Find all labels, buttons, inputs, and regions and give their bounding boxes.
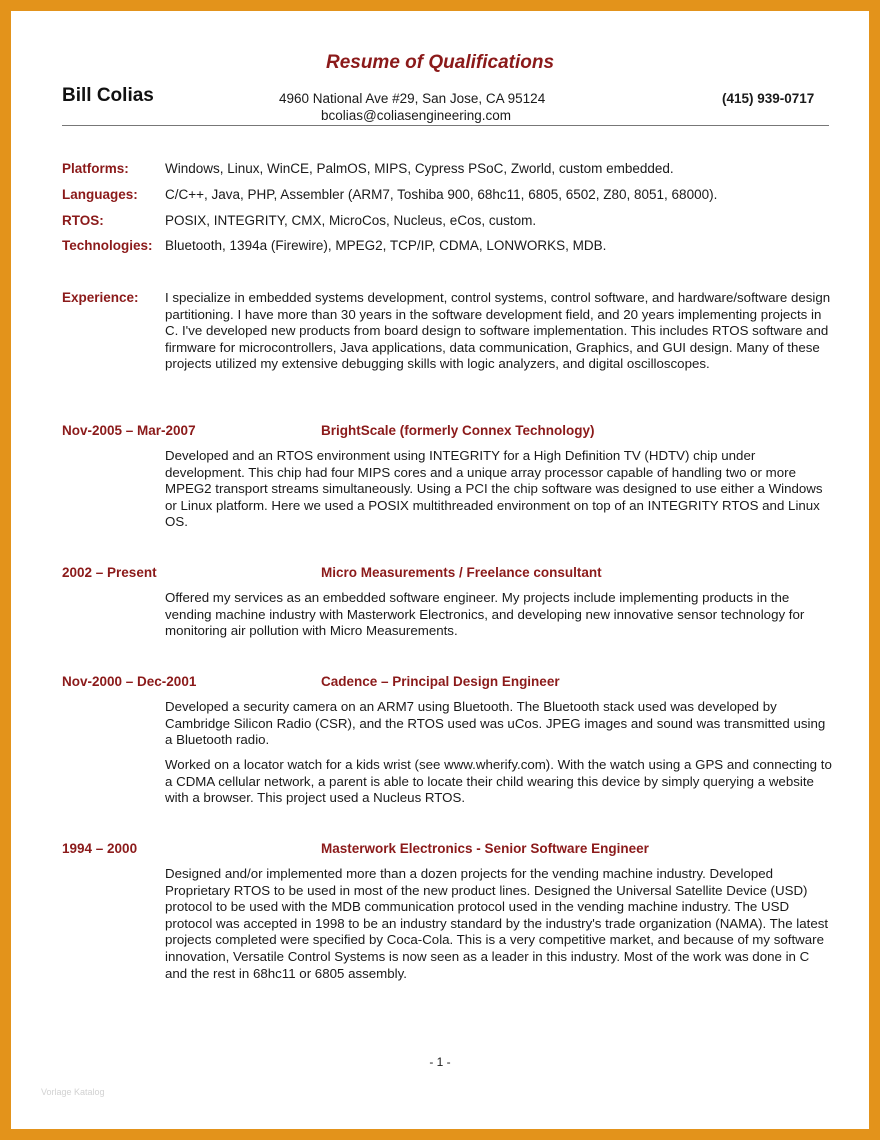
skill-label-technologies: Technologies: bbox=[62, 238, 153, 253]
candidate-name: Bill Colias bbox=[62, 85, 154, 106]
watermark: Vorlage Katalog bbox=[41, 1087, 105, 1097]
contact-phone: (415) 939-0717 bbox=[722, 91, 815, 106]
job-description-masterwork: Designed and/or implemented more than a dozen projects for the vending machine industry. Developed Proprietary RTOS to be used in most of the new product lines. Designed the Universal Satellite Device (USD) protocol to be used with the MDB communication protocol used in the vending machine industry. The USD protocol was accepted in 1998 to be an industry standard by the industry's trade organization (NAMA). The latest projects completed were specified by Coca-Cola. This is a very competitive market, and because of my software innovation, Versatile Control Systems is now seen as a leader in this industry. Most of the work was done in C and the rest in 68hc11 or 6805 assembly. bbox=[165, 866, 829, 981]
contact-address: 4960 National Ave #29, San Jose, CA 95124 bbox=[279, 91, 546, 106]
skill-value-languages: C/C++, Java, PHP, Assembler (ARM7, Toshiba 900, 68hc11, 6805, 6502, Z80, 8051, 68000). bbox=[165, 187, 718, 202]
header-divider bbox=[62, 125, 829, 126]
skill-value-platforms: Windows, Linux, WinCE, PalmOS, MIPS, Cypress PSoC, Zworld, custom embedded. bbox=[165, 161, 674, 176]
experience-label: Experience: bbox=[62, 290, 139, 305]
page-number: - 1 - bbox=[429, 1055, 451, 1069]
job-date-cadence: Nov-2000 – Dec-2001 bbox=[62, 674, 197, 689]
job-description-brightscale: Developed and an RTOS environment using INTEGRITY for a High Definition TV (HDTV) chip under development. This chip had four MIPS cores and a unique array processor capable of handling two or more MPEG2 transport streams simultaneously. Using a PCI the chip software was designed to use either a Windows or Linux platform. Here we used a POSIX multithreaded environment on top of an INTEGRITY RTOS and Linux OS. bbox=[165, 448, 823, 530]
job-title-cadence: Cadence – Principal Design Engineer bbox=[321, 674, 560, 689]
resume-page bbox=[11, 11, 869, 1129]
experience-summary: I specialize in embedded systems development, control systems, control software, and hardware/software design partitioning. I have more than 30 years in the software development field, and 20 years implementing projects in C. I've developed new products from board design to software implementation. This includes RTOS software and firmware for microcontrollers, Java applications, data communication, Graphics, and GUI design. Many of these projects utilized my extensive debugging skills with logic analyzers, and digital oscilloscopes. bbox=[165, 290, 831, 372]
job-description-micro-measurements: Offered my services as an embedded software engineer. My projects include implementing products in the vending machine industry with Masterwork Electronics, and developing new innovative sensor technology for monitoring air pollution with Micro Measurements. bbox=[165, 590, 805, 639]
skill-label-languages: Languages: bbox=[62, 187, 138, 202]
job-date-micro-measurements: 2002 – Present bbox=[62, 565, 157, 580]
skill-value-rtos: POSIX, INTEGRITY, CMX, MicroCos, Nucleus, eCos, custom. bbox=[165, 213, 537, 228]
skill-label-rtos: RTOS: bbox=[62, 213, 104, 228]
job-title-brightscale: BrightScale (formerly Connex Technology) bbox=[321, 423, 595, 438]
job-description-cadence-1: Developed a security camera on an ARM7 using Bluetooth. The Bluetooth stack used was developed by Cambridge Silicon Radio (CSR), and the RTOS used was uCos. JPEG images and sound was transmitted using a Bluetooth radio. bbox=[165, 699, 826, 748]
skill-label-platforms: Platforms: bbox=[62, 161, 129, 176]
skill-value-technologies: Bluetooth, 1394a (Firewire), MPEG2, TCP/IP, CDMA, LONWORKS, MDB. bbox=[165, 238, 607, 253]
job-description-cadence-2: Worked on a locator watch for a kids wrist (see www.wherify.com). With the watch using a GPS and connecting to a CDMA cellular network, a parent is able to locate their child wearing this device by simply querying a website with a browser. This project used a Nucleus RTOS. bbox=[165, 757, 832, 806]
job-date-brightscale: Nov-2005 – Mar-2007 bbox=[62, 423, 196, 438]
job-title-micro-measurements: Micro Measurements / Freelance consultant bbox=[321, 565, 602, 580]
contact-email: bcolias@coliasengineering.com bbox=[321, 108, 512, 123]
job-title-masterwork: Masterwork Electronics - Senior Software Engineer bbox=[321, 841, 649, 856]
job-date-masterwork: 1994 – 2000 bbox=[62, 841, 138, 856]
document-title: Resume of Qualifications bbox=[325, 52, 555, 73]
